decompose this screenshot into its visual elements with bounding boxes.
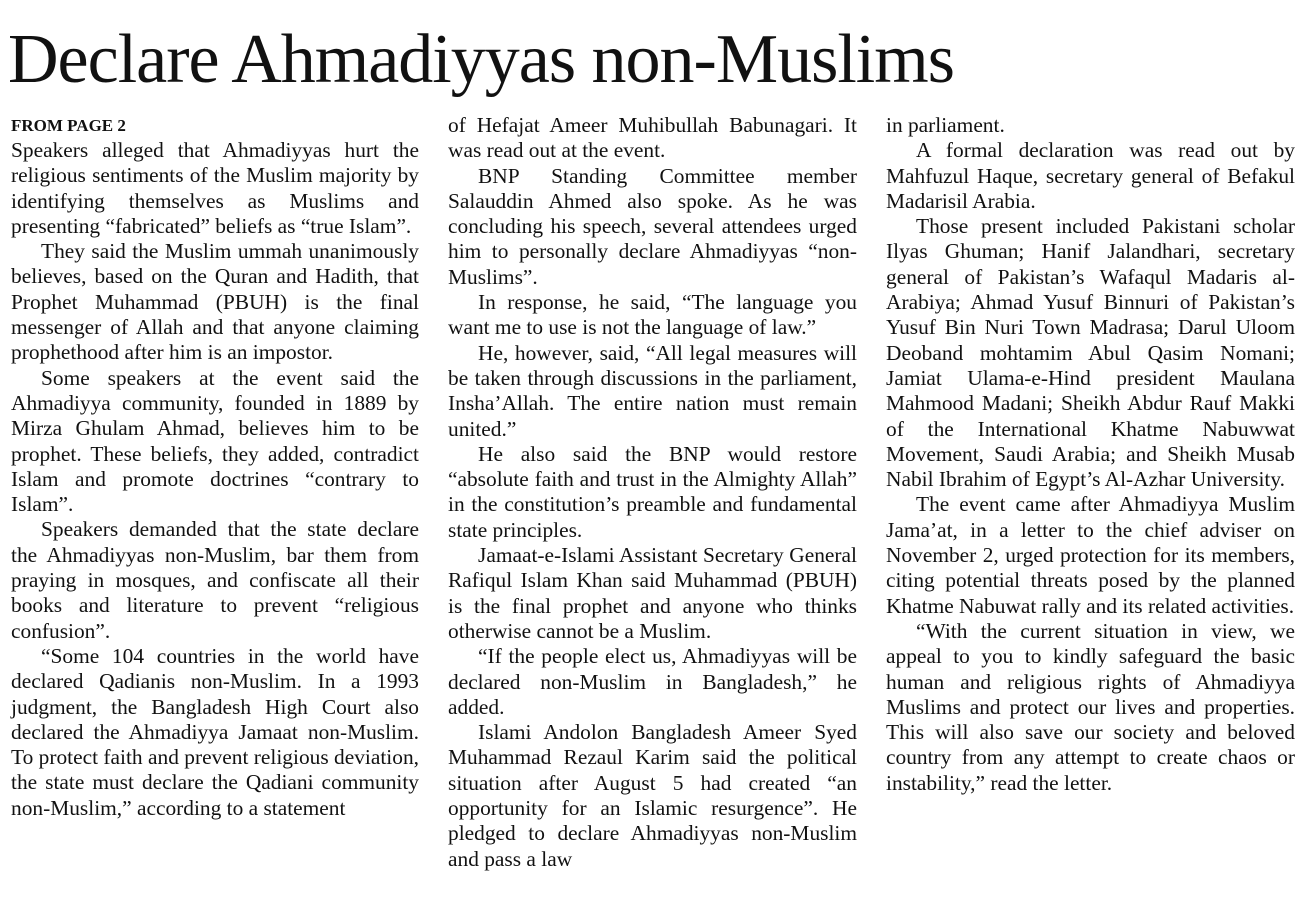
article-column-3 [886, 113, 1295, 796]
paragraph: Jamaat-e-Islami Assistant Secretary General Rafiqul Islam Khan said Muhammad (PBUH) is the final prophet and anyone who thinks otherwise cannot be a Muslim. [448, 543, 857, 643]
paragraph: “With the current situation in view, we appeal to you to kindly safeguard the basic human and religious rights of Ahmadiyya Muslims and protect our lives and properties. This will also save our society and beloved country from any attempt to create chaos or instability,” read the letter. [886, 618, 1295, 795]
paragraph: “Some 104 countries in the world have declared Qadianis non-Muslim. In a 1993 judgment, the Bangladesh High Court also declared the Ahmadiyya Jamaat non-Muslim. To protect faith and prevent religious deviation, the state must declare the Qadiani community non-Muslim,” according to a statement [11, 643, 419, 820]
paragraph: Those present included Pakistani scholar Ilyas Ghuman; Hanif Jalandhari, secretary general of Pakistan’s Wafaqul Madaris al-Arabiya; Ahmad Yusuf Binnuri of Pakistan’s Yusuf Bin Nuri Town Madrasa; Darul Uloom Deoband mohtamim Abul Qasim Nomani; Jamiat Ulama-e-Hind president Maulana Mahmood Madani; Sheikh Abdur Rauf Makki of the International Khatme Nabuwwat Movement, Saudi Arabia; and Sheikh Musab Nabil Ibrahim of Egypt’s Al-Azhar University. [886, 214, 1295, 492]
headline: Declare Ahmadiyyas non-Muslims [8, 21, 954, 98]
paragraph: They said the Muslim ummah unanimously believes, based on the Quran and Hadith, that Prophet Muhammad (PBUH) is the final messenger of Allah and that anyone claiming prophethood after him is an impostor. [11, 239, 419, 365]
article-column-1 [11, 113, 419, 821]
paragraph: in parliament. [886, 113, 1005, 137]
paragraph: “If the people elect us, Ahmadiyyas will be declared non-Muslim in Bangladesh,” he added. [448, 644, 857, 719]
paragraph: BNP Standing Committee member Salauddin Ahmed also spoke. As he was concluding his speech, several attendees urged him to personally declare Ahmadiyyas “non-Muslims”. [448, 163, 857, 289]
paragraph: The event came after Ahmadiyya Muslim Jama’at, in a letter to the chief adviser on November 2, urged protection for its members, citing potential threats posed by the planned Khatme Nabuwat rally and its related activities. [886, 492, 1295, 618]
article-column-2 [448, 113, 857, 872]
continued-from-label: FROM PAGE 2 [11, 116, 126, 135]
paragraph: Speakers demanded that the state declare the Ahmadiyyas non-Muslim, bar them from praying in mosques, and confiscate all their books and literature to prevent “religious confusion”. [11, 517, 419, 643]
paragraph: He also said the BNP would restore “absolute faith and trust in the Almighty Allah” in the constitution’s preamble and fundamental state principles. [448, 441, 857, 542]
paragraph: of Hefajat Ameer Muhibullah Babunagari. It was read out at the event. [448, 113, 857, 163]
paragraph: Speakers alleged that Ahmadiyyas hurt the religious sentiments of the Muslim majority by identifying themselves as Muslims and presenting “fabricated” beliefs as “true Islam”. [11, 138, 419, 238]
paragraph: Some speakers at the event said the Ahmadiyya community, founded in 1889 by Mirza Ghulam Ahmad, believes him to be prophet. These beliefs, they added, contradict Islam and promote doctrines “contrary to Islam”. [11, 365, 419, 517]
paragraph: Islami Andolon Bangladesh Ameer Syed Muhammad Rezaul Karim said the political situation after August 5 had created “an opportunity for an Islamic resurgence”. He pledged to declare Ahmadiyyas non-Muslim and pass a law [448, 720, 857, 871]
paragraph: A formal declaration was read out by Mahfuzul Haque, secretary general of Befakul Madarisil Arabia. [886, 138, 1295, 213]
paragraph: In response, he said, “The language you want me to use is not the language of law.” [448, 290, 857, 340]
paragraph: He, however, said, “All legal measures will be taken through discussions in the parliament, Insha’Allah. The entire nation must remain united.” [448, 340, 857, 441]
